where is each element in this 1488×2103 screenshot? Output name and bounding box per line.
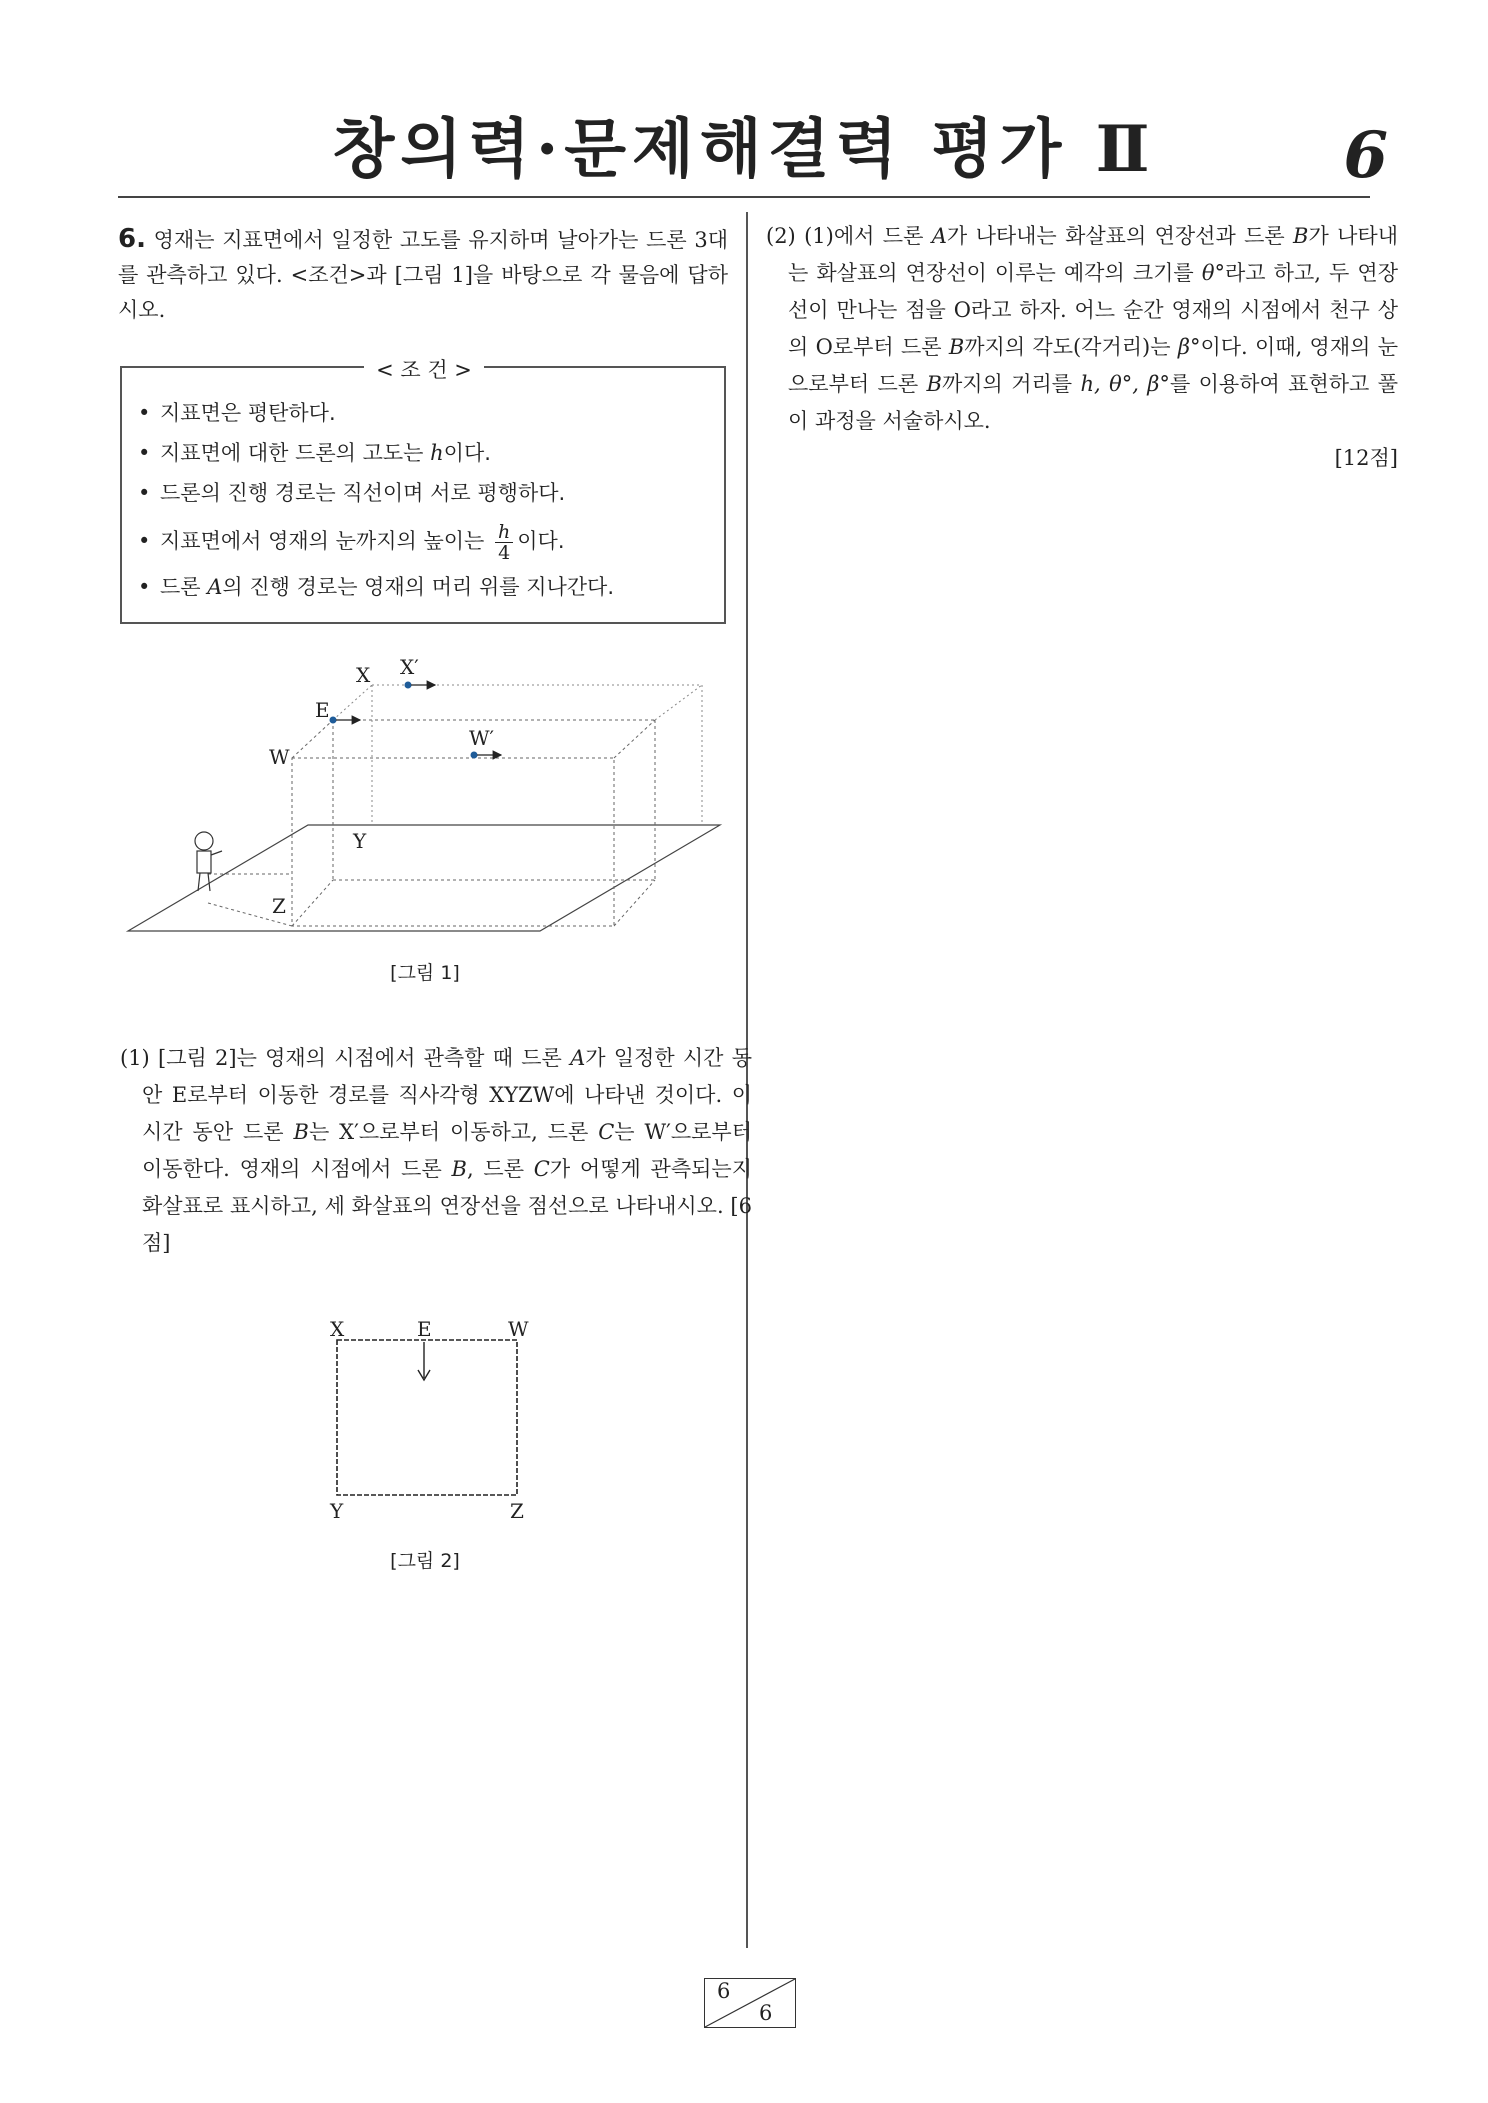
fig1-label-w: W [269,745,290,769]
problem-number: 6. [118,224,146,254]
fig2-label-e: E [417,1318,432,1341]
figure-1-caption: [그림 1] [390,962,460,984]
footer-current-page: 6 [717,1979,731,2003]
conditions-title: < 조 건 > [364,354,484,384]
fig1-label-x: X [356,663,371,687]
question-2: (2) (1)에서 드론 A가 나타내는 화살표의 연장선과 드론 B가 나타내는 화살표의 연장선이 이루는 예각의 크기를 θ°라고 하고, 두 연장선이 만나는 점을 O라고 하자. 어느 순간 영재의 시점에서 천구 상의 O로부터 드론 B까지의 각도(각거리)는 β°이다. 이때, 영재의 눈으로부터 드론 B까지의 거리를 h, θ°, β°를 이용하여 표현하고 풀이 과정을 서술하시오. [12점] [766,218,1398,477]
question-2-points: [12점] [1334,446,1398,470]
fig1-label-z: Z [272,894,286,918]
header-page-number: 6 [1343,118,1388,193]
page-title: 창의력·문제해결력 평가 Ⅱ [332,112,1156,187]
rectangle-xyzw [337,1340,517,1495]
condition-item: • 드론 A의 진행 경로는 영재의 머리 위를 지나간다. [138,575,615,599]
condition-item: • 드론의 진행 경로는 직선이며 서로 평행하다. [138,481,566,505]
fraction-h-over-4: $\frac{h}{4}$ [495,522,513,563]
footer-page-box [704,1978,796,2028]
footer-total-pages: 6 [759,2001,773,2025]
fig1-label-y: Y [353,829,367,853]
fig2-label-w: W [508,1318,529,1341]
condition-item: • 지표면에 대한 드론의 고도는 h이다. [138,441,491,465]
drone-b-dot [405,682,412,689]
conditions-box [120,366,726,624]
fig2-label-y: Y [330,1499,344,1523]
intro-text: 영재는 지표면에서 일정한 고도를 유지하며 날아가는 드론 3대를 관측하고 있다. <조건>과 [그림 1]을 바탕으로 각 물음에 답하시오. [118,228,728,322]
figure-2-diagram [318,1318,538,1528]
fig1-label-wp: W′ [469,726,495,750]
fig2-label-z: Z [510,1499,524,1523]
fig2-label-x: X [330,1318,345,1341]
figure-1-diagram [120,655,730,940]
ground-plane [128,825,720,931]
question-1: (1) [그림 2]는 영재의 시점에서 관측할 때 드론 A가 일정한 시간 동안 E로부터 이동한 경로를 직사각형 XYZW에 나타낸 것이다. 이 시간 동안 드론 B는 X′으로부터 이동하고, 드론 C는 W′으로부터 이동한다. 영재의 시점에서 드론 B, 드론 C가 어떻게 관측되는지 화살표로 표시하고, 세 화살표의 연장선을 점선으로 나타내시오. [6점] [120,1046,752,1255]
condition-item: • 지표면은 평탄하다. [138,401,336,425]
fig1-label-xp: X′ [400,655,419,679]
intro-paragraph [118,222,728,328]
drone-a-dot [330,717,337,724]
header-rule [118,196,1370,198]
person-figure [195,832,222,891]
drone-c-dot [471,752,478,759]
condition-item: • 지표면에서 영재의 눈까지의 높이는 $\frac{h}{4}$ 이다. [138,520,565,564]
back-box [333,685,702,825]
figure-2-caption: [그림 2] [390,1550,460,1572]
fig1-label-e: E [315,698,330,722]
